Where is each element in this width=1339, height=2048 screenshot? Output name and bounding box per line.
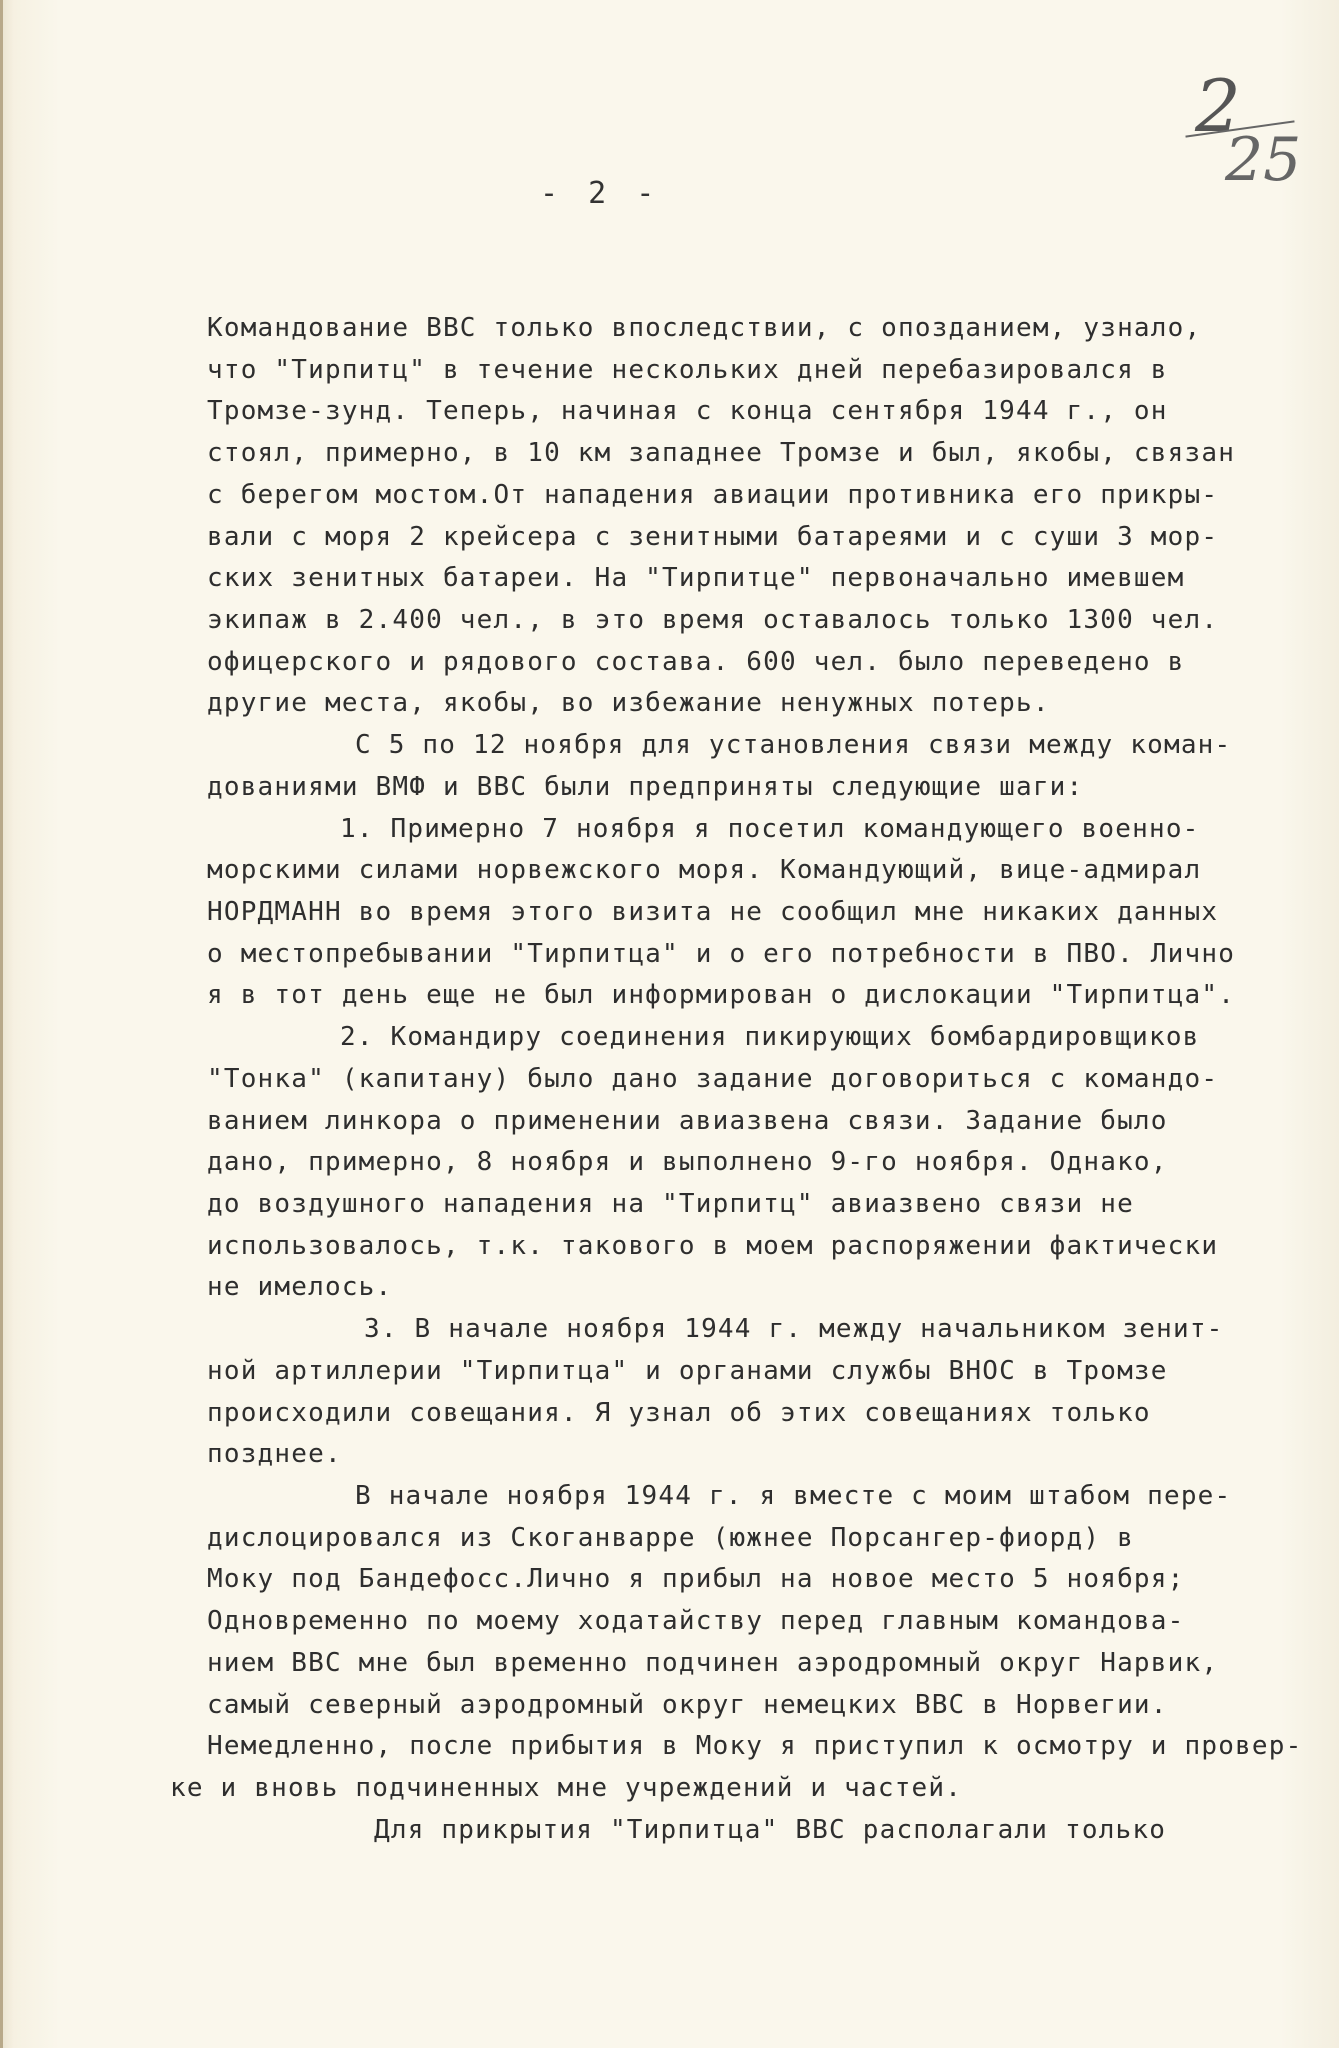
text-line: С 5 по 12 ноября для установления связи между коман- [355, 730, 1232, 760]
text-line: не имелось. [207, 1272, 393, 1302]
text-line: Тромзе-зунд. Теперь, начиная с конца сентября 1944 г., он [207, 396, 1168, 426]
text-line: о местопребывании "Тирпитца" и о его потребности в ПВО. Лично [207, 939, 1236, 969]
page-number: - 2 - [540, 176, 661, 211]
text-line: Для прикрытия "Тирпитца" ВВС располагали только [374, 1815, 1167, 1845]
text-line: ной артиллерии "Тирпитца" и органами службы ВНОС в Тромзе [207, 1356, 1168, 1386]
text-line: что "Тирпитц" в течение нескольких дней перебазировался в [207, 355, 1168, 385]
folio-lower: 25 [1225, 125, 1302, 195]
text-line: до воздушного нападения на "Тирпитц" авиазвено связи не [207, 1189, 1134, 1219]
text-line: Командование ВВС только впоследствии, с опозданием, узнало, [207, 313, 1202, 343]
text-line: ских зенитных батареи. На "Тирпитце" первоначально имевшем [207, 563, 1185, 593]
text-line: В начале ноября 1944 г. я вместе с моим штабом пере- [355, 1481, 1232, 1511]
text-line: НОРДМАНН во время этого визита не сообщил мне никаких данных [207, 897, 1219, 927]
text-line: офицерского и рядового состава. 600 чел. было переведено в [207, 647, 1185, 677]
text-line: Моку под Бандефосс.Лично я прибыл на новое место 5 ноября; [207, 1564, 1185, 1594]
text-line: вали с моря 2 крейсера с зенитными батареями и с суши 3 мор- [207, 522, 1219, 552]
text-line: ке и вновь подчиненных мне учреждений и частей. [170, 1773, 963, 1803]
text-line: дислоцировался из Скоганварре (южнее Порсангер-фиорд) в [207, 1523, 1134, 1553]
text-line: самый северный аэродромный округ немецких ВВС в Норвегии. [207, 1690, 1168, 1720]
text-line: экипаж в 2.400 чел., в это время оставалось только 1300 чел. [207, 605, 1219, 635]
text-line: ванием линкора о применении авиазвена связи. Задание было [207, 1106, 1168, 1136]
text-line: использовалось, т.к. такового в моем распоряжении фактически [207, 1231, 1219, 1261]
text-line: позднее. [207, 1439, 342, 1469]
text-line: 1. Примерно 7 ноября я посетил командующего военно- [340, 814, 1200, 844]
folio-upper: 2 [1195, 64, 1241, 148]
text-line: происходили совещания. Я узнал об этих совещаниях только [207, 1398, 1151, 1428]
text-line: 3. В начале ноября 1944 г. между начальником зенит- [364, 1314, 1224, 1344]
text-line: дано, примерно, 8 ноября и выполнено 9-го ноября. Однако, [207, 1147, 1168, 1177]
handwritten-folio-number [1195, 64, 1302, 195]
text-line: морскими силами норвежского моря. Командующий, вице-адмирал [207, 855, 1202, 885]
text-line: я в тот день еще не был информирован о дислокации "Тирпитца". [207, 980, 1236, 1010]
page-edge [0, 0, 3, 2048]
text-line: Немедленно, после прибытия в Моку я приступил к осмотру и провер- [207, 1731, 1303, 1761]
text-line: "Тонка" (капитану) было дано задание договориться с командо- [207, 1064, 1219, 1094]
text-line: 2. Командиру соединения пикирующих бомбардировщиков [340, 1022, 1200, 1052]
text-line: стоял, примерно, в 10 км западнее Тромзе и был, якобы, связан [207, 438, 1236, 468]
text-line: дованиями ВМФ и ВВС были предприняты следующие шаги: [207, 772, 1084, 802]
text-line: нием ВВС мне был временно подчинен аэродромный округ Нарвик, [207, 1648, 1219, 1678]
text-line: Одновременно по моему ходатайству перед главным командова- [207, 1606, 1185, 1636]
text-line: с берегом мостом.От нападения авиации противника его прикры- [207, 480, 1219, 510]
text-line: другие места, якобы, во избежание ненужных потерь. [207, 688, 1050, 718]
